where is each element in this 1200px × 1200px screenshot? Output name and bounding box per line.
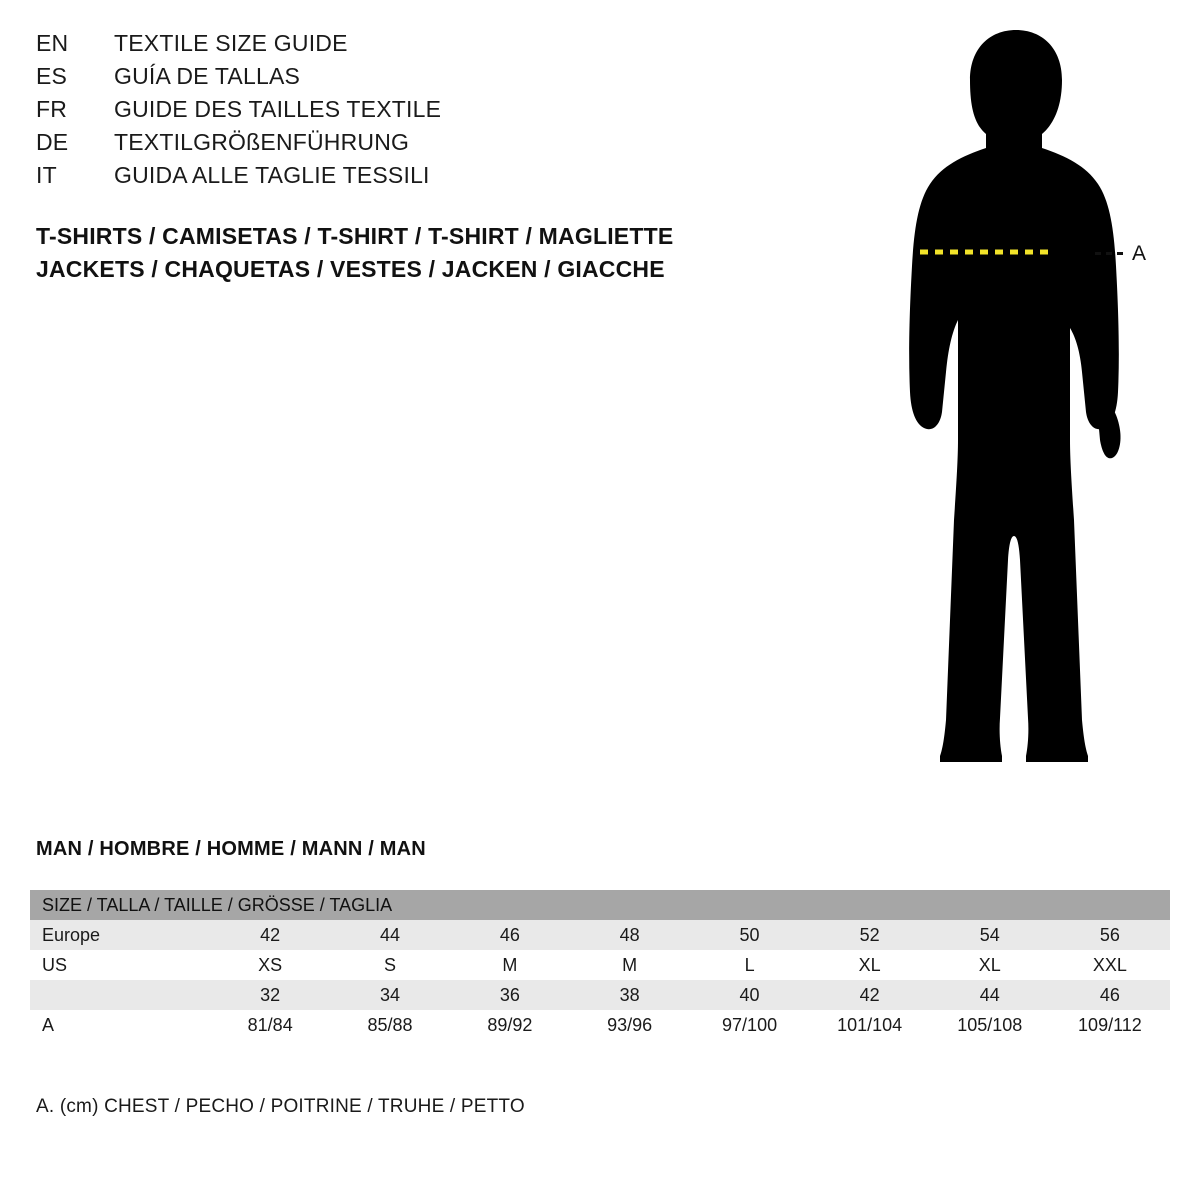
table-cell: 50	[690, 920, 810, 950]
table-cell: XS	[210, 950, 330, 980]
table-cell: 42	[210, 920, 330, 950]
table-cell: 42	[810, 980, 930, 1010]
language-title: GUIDA ALLE TAGLIE TESSILI	[114, 162, 430, 188]
table-row	[30, 1010, 1170, 1040]
category-block	[36, 220, 796, 286]
table-cell: M	[450, 950, 570, 980]
table-cell: 101/104	[810, 1010, 930, 1040]
table-cell: 32	[210, 980, 330, 1010]
row-label: A	[30, 1010, 210, 1040]
table-cell: 54	[930, 920, 1050, 950]
measure-leader-dashes	[1095, 252, 1125, 255]
silhouette-icon	[820, 20, 1180, 790]
table-cell: 36	[450, 980, 570, 1010]
category-line-tshirts: T-SHIRTS / CAMISETAS / T-SHIRT / T-SHIRT / MAGLIETTE	[36, 223, 674, 249]
table-cell: 52	[810, 920, 930, 950]
table-cell: 81/84	[210, 1010, 330, 1040]
table-row	[30, 920, 1170, 950]
language-title-block	[36, 30, 776, 195]
language-row	[36, 162, 776, 195]
table-cell: 38	[570, 980, 690, 1010]
language-title: GUÍA DE TALLAS	[114, 63, 301, 89]
language-row	[36, 63, 776, 96]
language-row	[36, 96, 776, 129]
row-label	[30, 980, 210, 1010]
language-code: EN	[36, 30, 69, 56]
table-row	[30, 950, 1170, 980]
table-header-label: SIZE / TALLA / TAILLE / GRÖSSE / TAGLIA	[30, 890, 1170, 920]
size-table	[30, 890, 1170, 1040]
row-label: Europe	[30, 920, 210, 950]
language-title: TEXTILE SIZE GUIDE	[114, 30, 348, 56]
table-cell: 109/112	[1050, 1010, 1170, 1040]
table-section-title: MAN / HOMBRE / HOMME / MANN / MAN	[36, 838, 426, 860]
table-cell: 46	[1050, 980, 1170, 1010]
footnote-chest-measure: A. (cm) CHEST / PECHO / POITRINE / TRUHE / PETTO	[36, 1096, 525, 1117]
male-silhouette-figure	[820, 20, 1180, 790]
table-cell: 46	[450, 920, 570, 950]
row-label: US	[30, 950, 210, 980]
table-cell: 44	[330, 920, 450, 950]
table-header-row	[30, 890, 1170, 920]
table-cell: 44	[930, 980, 1050, 1010]
table-cell: XL	[930, 950, 1050, 980]
category-line-jackets: JACKETS / CHAQUETAS / VESTES / JACKEN / GIACCHE	[36, 256, 665, 282]
table-cell: 34	[330, 980, 450, 1010]
language-code: IT	[36, 162, 57, 188]
table-cell: 93/96	[570, 1010, 690, 1040]
table-cell: 48	[570, 920, 690, 950]
table-cell: 97/100	[690, 1010, 810, 1040]
language-code: FR	[36, 96, 68, 122]
table-row	[30, 980, 1170, 1010]
language-code: ES	[36, 63, 68, 89]
language-code: DE	[36, 129, 69, 155]
table-cell: 89/92	[450, 1010, 570, 1040]
table-cell: L	[690, 950, 810, 980]
table-cell: 56	[1050, 920, 1170, 950]
language-row	[36, 30, 776, 63]
table-cell: 105/108	[930, 1010, 1050, 1040]
table-cell: XL	[810, 950, 930, 980]
table-cell: S	[330, 950, 450, 980]
language-row	[36, 129, 776, 162]
table-cell: M	[570, 950, 690, 980]
table-cell: XXL	[1050, 950, 1170, 980]
table-cell: 85/88	[330, 1010, 450, 1040]
measure-label-a: A	[1132, 242, 1147, 265]
table-cell: 40	[690, 980, 810, 1010]
language-title: GUIDE DES TAILLES TEXTILE	[114, 96, 442, 122]
language-title: TEXTILGRÖßENFÜHRUNG	[114, 129, 410, 155]
